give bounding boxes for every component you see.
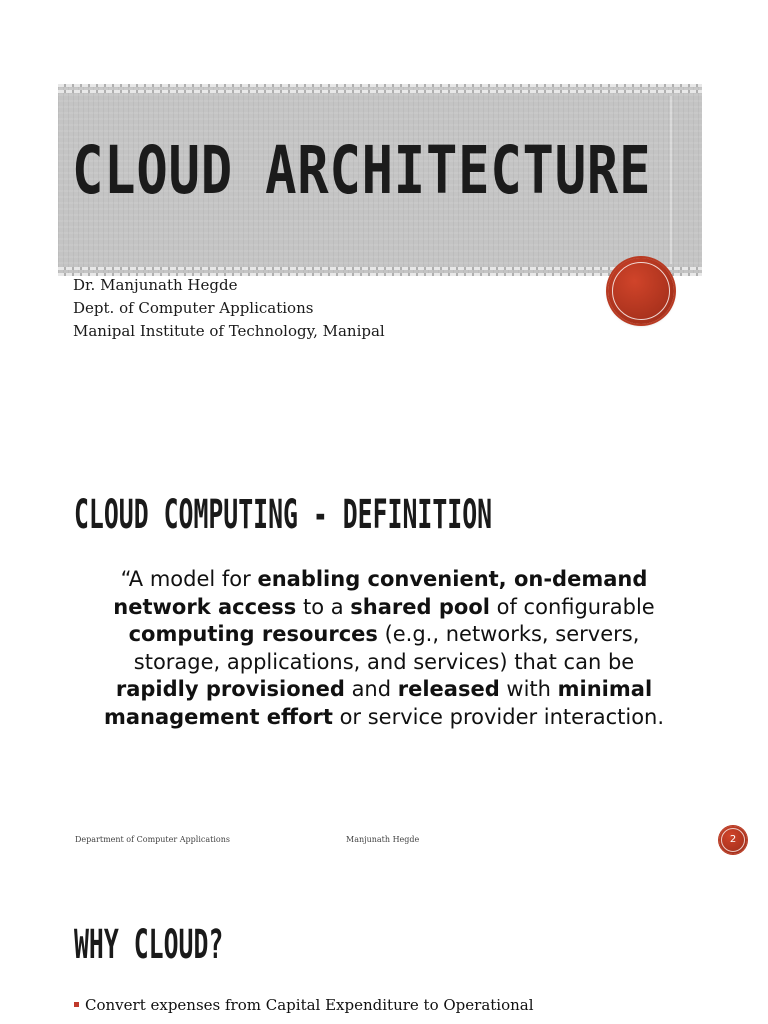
quote-emphasis: shared pool [350,594,490,619]
author-name: Dr. Manjunath Hegde [73,276,238,294]
bullet-list [74,996,534,1014]
definition-quote [60,566,708,732]
why-cloud-slide [0,900,768,1024]
footer-department: Department of Computer Applications [75,835,230,844]
author-info [73,274,385,343]
band-border-bottom-inner [58,267,702,270]
quote-emphasis: rapidly provisioned [115,677,345,702]
bullet-square-icon [74,1002,79,1007]
quote-emphasis: released [397,677,500,702]
slide-title: CLOUD ARCHITECTURE [72,132,652,209]
title-slide [0,0,768,420]
quote-line [60,704,708,732]
band-border-top-inner [58,90,702,93]
quote-text: storage, applications, and services) that can be [133,649,635,674]
quote-emphasis: network access [113,594,297,619]
quote-text: or service provider interaction. [332,704,665,729]
slide-heading: WHY CLOUD? [74,922,224,968]
quote-emphasis: enabling convenient, on-demand [257,567,648,591]
quote-text: (e.g., networks, servers, [377,622,640,647]
list-item [74,996,534,1014]
bullet-text: Convert expenses from Capital Expenditure to Operational [85,996,534,1014]
title-band [58,84,702,276]
footer-author: Manjunath Hegde [346,835,420,844]
quote-line [60,649,708,677]
decorative-circle-icon [608,258,674,324]
quote-text: of configurable [489,594,655,619]
quote-line [60,676,708,704]
quote-line [60,594,708,622]
author-department: Dept. of Computer Applications [73,299,314,317]
quote-text: and [344,677,398,702]
quote-text: to a [296,594,351,619]
author-institution: Manipal Institute of Technology, Manipal [73,322,385,340]
quote-emphasis: computing resources [128,622,378,647]
quote-emphasis: management effort [103,704,333,729]
quote-emphasis: minimal [557,677,653,702]
definition-slide [0,470,768,870]
quote-text: with [499,677,558,702]
page-number-badge: 2 [719,826,747,854]
quote-line [60,621,708,649]
band-border-top [58,84,702,87]
quote-text: “A model for [120,567,258,591]
band-divider [670,96,672,264]
slide-heading: CLOUD COMPUTING - DEFINITION [74,492,493,538]
quote-line [60,566,708,594]
